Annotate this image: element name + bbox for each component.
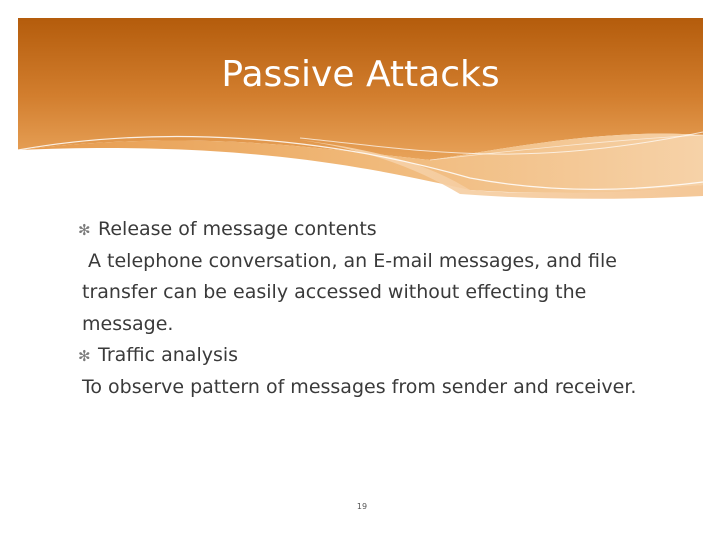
slide-title: Passive Attacks: [221, 54, 500, 95]
bullet-heading: Release of message contents: [98, 218, 377, 240]
asterisk-bullet-icon: ✻: [78, 221, 91, 239]
bullet-item: [78, 340, 678, 372]
bullet-description: To observe pattern of messages from sender and receiver.: [82, 375, 637, 398]
slide-body: [78, 214, 678, 403]
bullet-heading: Traffic analysis: [98, 344, 239, 366]
title-banner: [0, 0, 720, 210]
bullet-description: A telephone conversation, an E-mail messages, and file transfer can be easily accessed without effecting the message.: [82, 249, 617, 335]
page-number: 19: [356, 502, 368, 511]
asterisk-bullet-icon: ✻: [78, 347, 91, 365]
bullet-item: [78, 214, 678, 246]
